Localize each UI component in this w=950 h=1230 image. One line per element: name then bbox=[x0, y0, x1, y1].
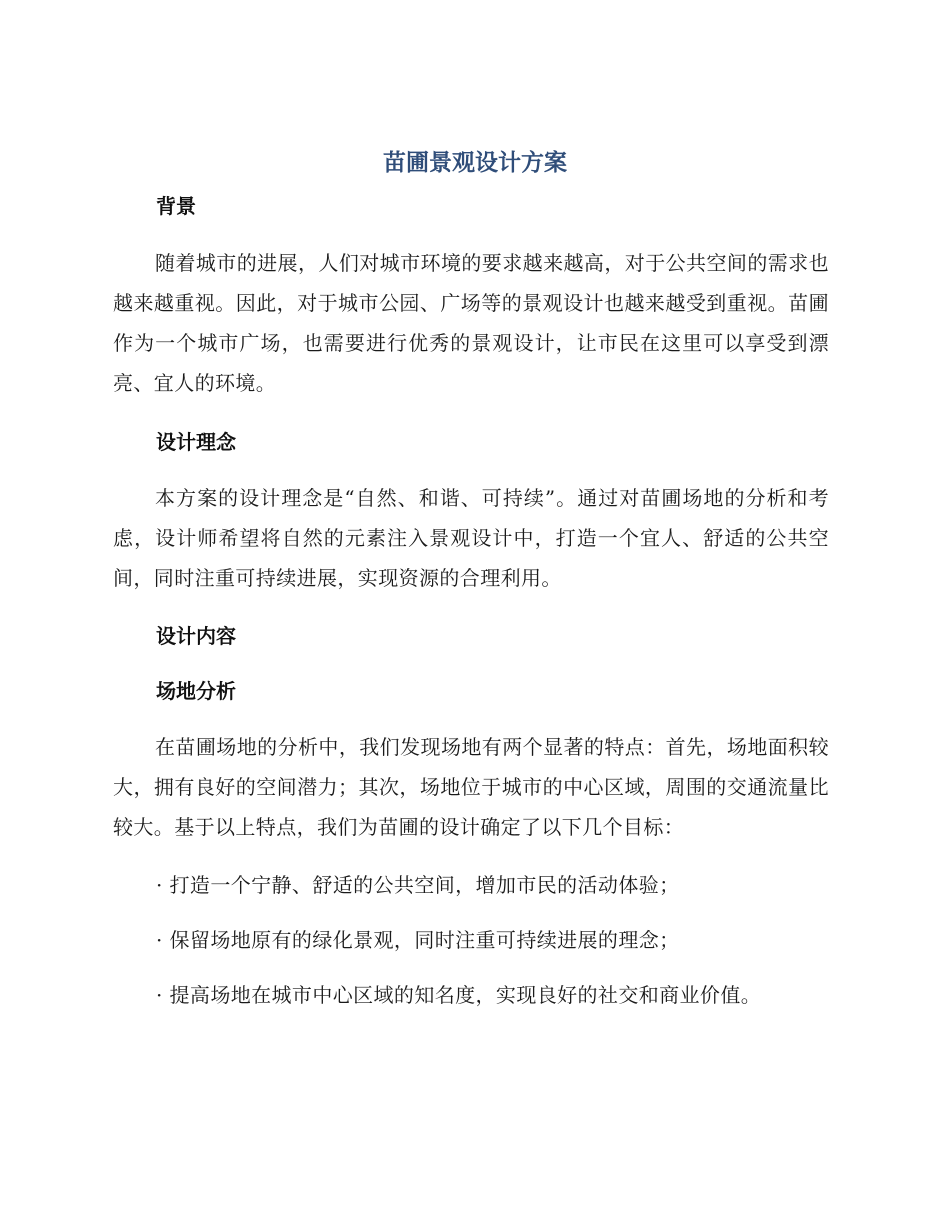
document-title: 苗圃景观设计方案 bbox=[383, 150, 567, 176]
paragraph-background: 随着城市的进展，人们对城市环境的要求越来越高，对于公共空间的需求也越来越重视。因此，对于城市公园、广场等的景观设计也越来越受到重视。苗圃作为一个城市广场，也需要进行优秀的景观设计，让市民在这里可以享受到漂亮、宜人的环境。 bbox=[113, 251, 829, 395]
goal-list-item: · 打造一个宁静、舒适的公共空间，增加市民的活动体验； bbox=[156, 873, 680, 897]
paragraph-concept: 本方案的设计理念是“自然、和谐、可持续”。通过对苗圃场地的分析和考虑，设计师希望将自然的元素注入景观设计中，打造一个宜人、舒适的公共空间，同时注重可持续进展，实现资源的合理利用。 bbox=[113, 486, 829, 590]
section-heading-concept: 设计理念 bbox=[156, 430, 236, 454]
paragraph-site-analysis: 在苗圃场地的分析中，我们发现场地有两个显著的特点：首先，场地面积较大，拥有良好的空间潜力；其次，场地位于城市的中心区域，周围的交通流量比较大。基于以上特点，我们为苗圃的设计确定了以下几个目标： bbox=[113, 735, 829, 839]
goal-list-item: · 提高场地在城市中心区域的知名度，实现良好的社交和商业价值。 bbox=[156, 983, 762, 1007]
goal-list-item: · 保留场地原有的绿化景观，同时注重可持续进展的理念； bbox=[156, 928, 680, 952]
section-heading-background: 背景 bbox=[156, 194, 196, 218]
section-heading-content: 设计内容 bbox=[156, 624, 236, 648]
section-heading-site-analysis: 场地分析 bbox=[156, 679, 236, 703]
